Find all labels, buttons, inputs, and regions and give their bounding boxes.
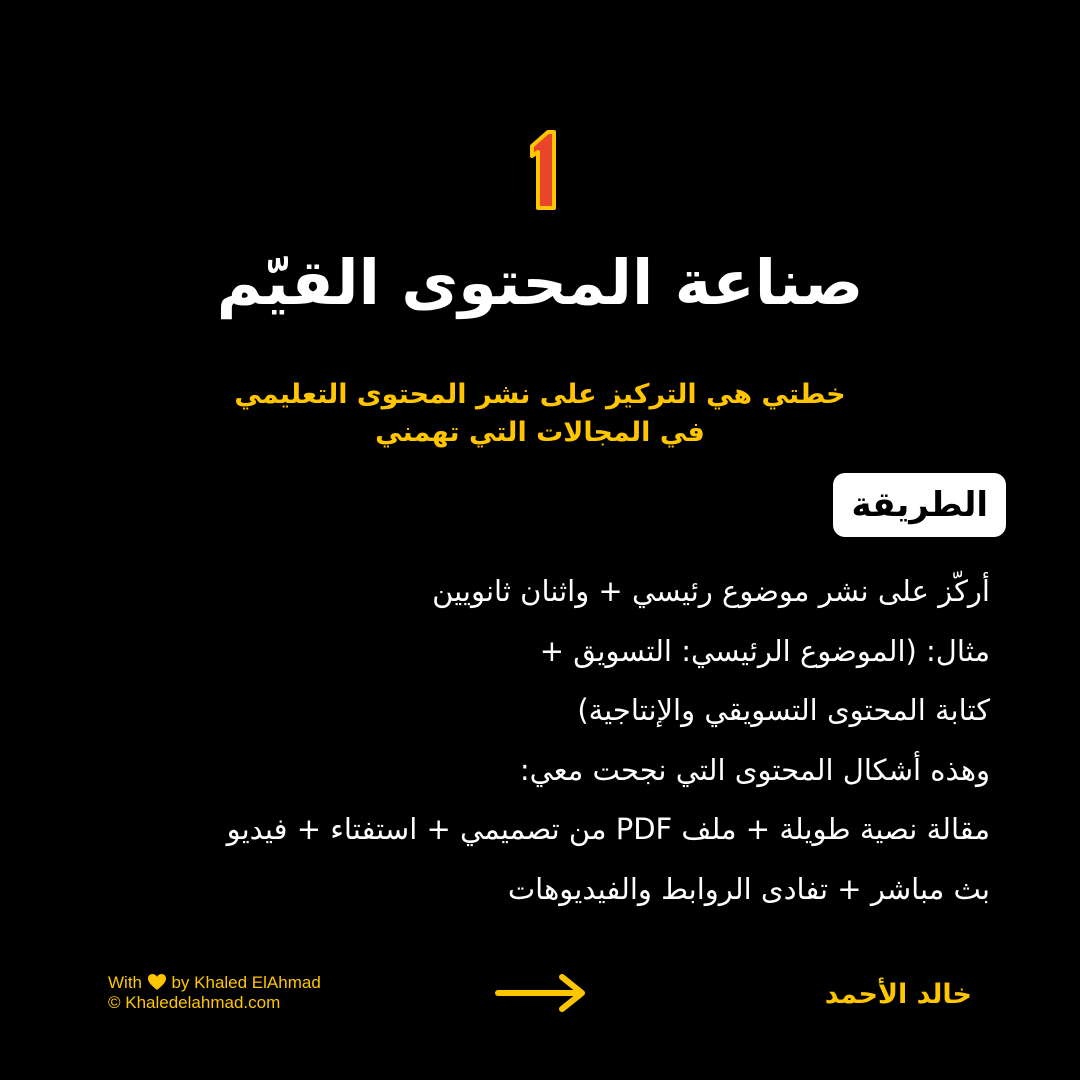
arrow-right-icon bbox=[494, 972, 588, 1014]
body-line: مقالة نصية طويلة + ملف PDF من تصميمي + استفتاء + فيديو bbox=[226, 812, 990, 846]
body-line: بث مباشر + تفادى الروابط والفيديوهات bbox=[507, 871, 990, 906]
footer-credit bbox=[108, 973, 321, 1013]
body-line: وهذه أشكال المحتوى التي نجحت معي: bbox=[519, 752, 990, 787]
author-name: خالد الأحمد bbox=[824, 979, 972, 1010]
number-one-icon bbox=[524, 128, 558, 212]
post-body bbox=[90, 562, 990, 919]
website-link[interactable]: © Khaledelahmad.com bbox=[108, 993, 281, 1012]
credit-suffix: by Khaled ElAhmad bbox=[171, 973, 321, 992]
subtitle-line: خطتي هي التركيز على نشر المحتوى التعليمي bbox=[234, 379, 846, 410]
post-subtitle bbox=[150, 376, 930, 452]
credit-prefix: With bbox=[108, 973, 142, 992]
subtitle-line: في المجالات التي تهمني bbox=[375, 417, 705, 448]
heart-icon bbox=[147, 973, 167, 991]
body-line: أركّز على نشر موضوع رئيسي + واثنان ثانويين bbox=[432, 574, 990, 608]
post-title: صناعة المحتوى القيّم bbox=[216, 246, 864, 319]
method-badge: الطريقة bbox=[833, 473, 1006, 537]
body-line: مثال: (الموضوع الرئيسي: التسويق + bbox=[539, 633, 990, 668]
credit-line bbox=[108, 973, 321, 993]
body-line: كتابة المحتوى التسويقي والإنتاجية) bbox=[577, 693, 990, 727]
